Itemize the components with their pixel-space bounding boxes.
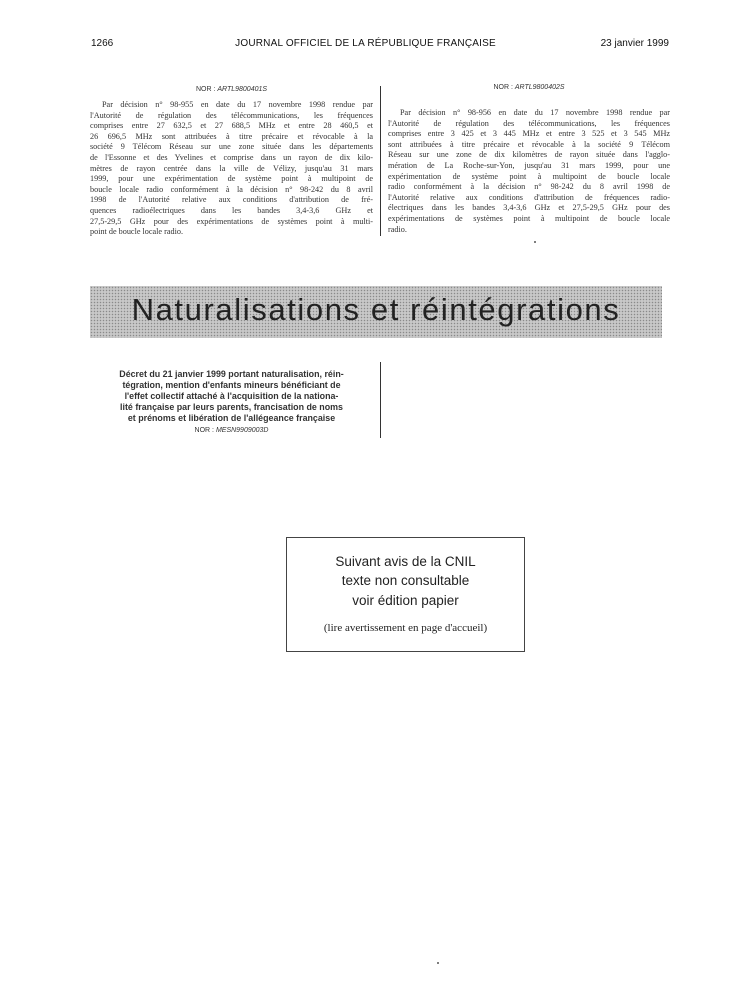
left-notice-text [90, 100, 373, 238]
journal-title: JOURNAL OFFICIEL DE LA RÉPUBLIQUE FRANÇAISE [235, 38, 496, 49]
nor-code: ARTL9800401S [217, 86, 268, 93]
decret-nor-reference [90, 427, 373, 434]
notice-line: Par décision n° 98-955 en date du 17 novembre 1998 rendue par [102, 100, 373, 109]
decret-line: tégration, mention d'enfants mineurs bénéficiant de [122, 380, 341, 391]
right-notice-text [388, 108, 670, 235]
notice-line: Réseau sur une zone de dix kilomètres de rayon située dans l'agglo- [388, 150, 670, 160]
left-nor-reference [90, 86, 373, 93]
scan-speck [534, 241, 536, 243]
notice-line: mètres de rayon centrée dans la ville de Vélizy, jusqu'au 31 mars [90, 163, 373, 173]
nor-label: NOR : [194, 427, 214, 434]
column-divider [380, 86, 381, 236]
cnil-note: (lire avertissement en page d'accueil) [323, 622, 488, 634]
right-nor-reference [388, 84, 670, 91]
notice-line: comprises entre 3 425 et 3 445 MHz et entre 3 525 et 3 545 MHz [388, 129, 670, 139]
notice-line: société 9 Télécom Réseau sur une zone située dans les départements [90, 142, 373, 152]
notice-line: point de boucle locale radio. [90, 227, 183, 237]
decret-divider [380, 362, 381, 438]
notice-line: radio conformément à la décision n° 98-242 du 8 avril 1998 de [388, 182, 670, 192]
page-number: 1266 [91, 38, 114, 49]
notice-line: sont attribuées à titre précaire et révocable à la société 9 Télécom [388, 139, 670, 149]
cnil-line-2: texte non consultable [341, 573, 470, 588]
notice-line: quences radioélectriques dans les bandes 3,4-3,6 GHz et [90, 205, 373, 215]
decret-line: l'effet collectif attaché à l'acquisition de la nationa- [124, 391, 339, 402]
decret-line: lité française par leurs parents, francisation de noms [120, 402, 343, 413]
notice-line: comprises entre 27 632,5 et 27 688,5 MHz et entre 28 460,5 et [90, 121, 373, 131]
cnil-line-3: voir édition papier [352, 593, 459, 608]
notice-line: l'Autorité relative aux conditions d'attribution de fréquences radio- [388, 192, 670, 202]
section-title: Naturalisations et réintégrations [131, 292, 621, 327]
nor-label: NOR : [493, 84, 513, 91]
notice-line: 26 696,5 MHz sont attribuées à titre précaire et révocable à la [90, 131, 373, 141]
notice-line: radio. [388, 224, 407, 234]
notice-line: 1998 de l'Autorité relative aux conditions d'attribution de fré- [90, 195, 373, 205]
cnil-line-1: Suivant avis de la CNIL [335, 554, 476, 569]
decret-heading [90, 369, 373, 424]
notice-line: expérimentation de système point à multipoint de boucle locale [388, 171, 670, 181]
scan-speck [437, 962, 439, 964]
decret-line: Décret du 21 janvier 1999 portant naturalisation, réin- [119, 369, 344, 379]
notice-line: boucle locale radio conformément à la décision n° 98-242 du 8 avril [90, 184, 373, 194]
notice-line: expérimentations de systèmes point à multipoint de boucle locale [388, 213, 670, 223]
notice-line: 27,5-29,5 GHz pour des expérimentations de systèmes point à multi- [90, 216, 373, 226]
notice-line: l'Autorité de régulation des télécommunications, les fréquences [90, 110, 373, 120]
notice-line: mération de La Roche-sur-Yon, jusqu'au 31 mars 1999, pour une [388, 160, 670, 170]
notice-line: Par décision n° 98-956 en date du 17 novembre 1998 rendue par [400, 108, 670, 117]
nor-code: ARTL9800402S [514, 84, 565, 91]
nor-code: MESN9909003D [215, 427, 269, 434]
notice-line: de l'Essonne et des Yvelines et comprise dans un rayon de dix kilo- [90, 152, 373, 162]
notice-line: l'Autorité de régulation des télécommunications, les fréquences [388, 118, 670, 128]
issue-date: 23 janvier 1999 [600, 38, 669, 49]
decret-line: et prénoms et libération de l'allégeance française [127, 413, 336, 424]
nor-label: NOR : [195, 86, 216, 93]
notice-line: électriques dans les bandes 3,4-3,6 GHz et 27,5-29,5 GHz pour des [388, 203, 670, 213]
notice-line: 1999, pour une expérimentation de système point à multipoint de [90, 174, 373, 184]
